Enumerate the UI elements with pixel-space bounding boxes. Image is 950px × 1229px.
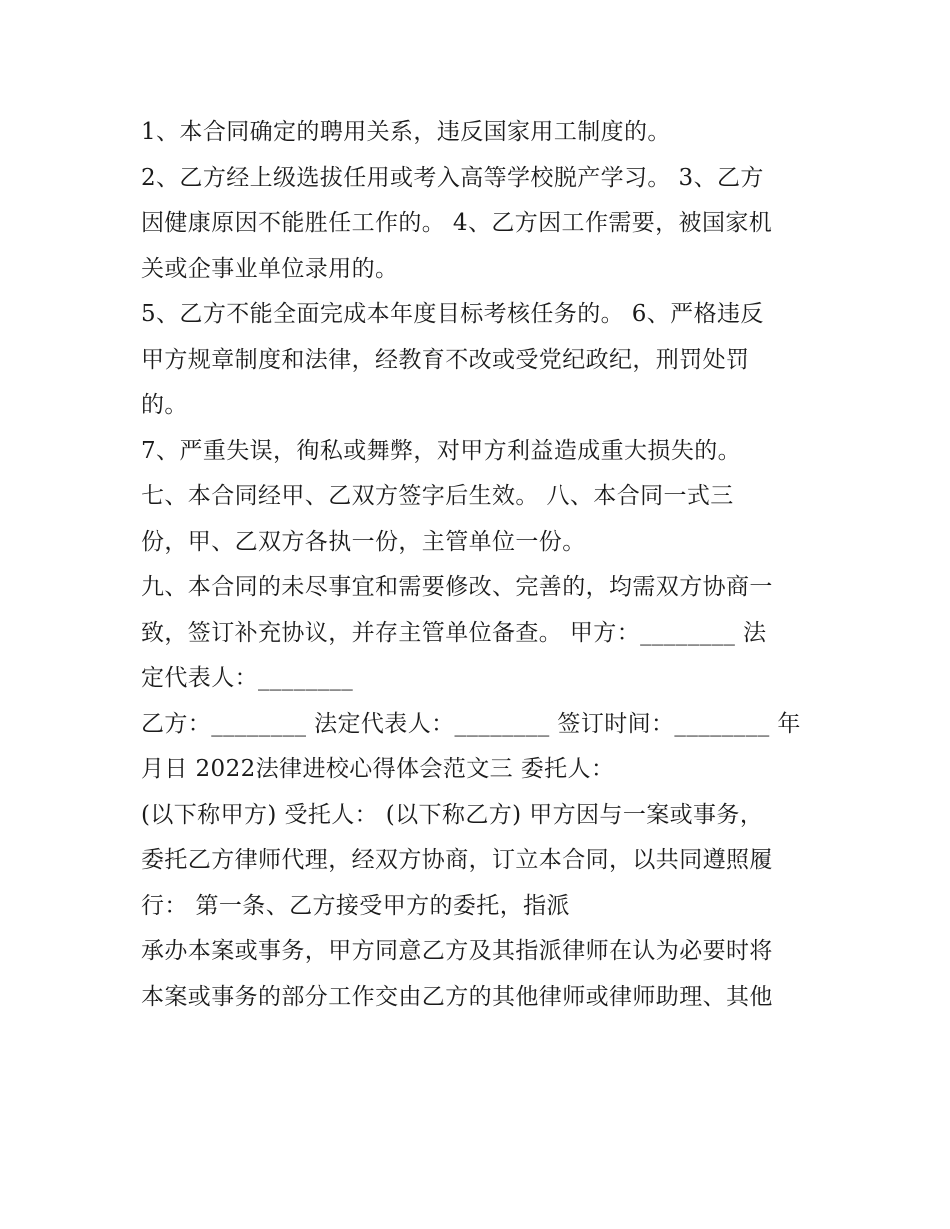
text-line: 因健康原因不能胜任工作的。 4、乙方因工作需要，被国家机 (141, 210, 773, 236)
text-line: 九、本合同的未尽事宜和需要修改、完善的，均需双方协商一 (141, 574, 773, 600)
text-line: 七、本合同经甲、乙双方签字后生效。 八、本合同一式三 (141, 483, 734, 509)
text-line: 关或企事业单位录用的。 (141, 255, 399, 282)
text-line: 的。 (141, 392, 188, 418)
text-line: 本案或事务的部分工作交由乙方的其他律师或律师助理、其他 (141, 983, 773, 1010)
text-line: 行： 第一条、乙方接受甲方的委托，指派 (141, 892, 570, 919)
text-line: 份，甲、乙双方各执一份，主管单位一份。 (141, 528, 586, 555)
text-line: 致，签订补充协议，并存主管单位备查。 甲方：________ 法 (141, 619, 767, 646)
text-line: 2、乙方经上级选拔任用或考入高等学校脱产学习。 3、乙方 (141, 164, 764, 191)
text-line: 甲方规章制度和法律，经教育不改或受党纪政纪，刑罚处罚 (141, 346, 750, 373)
text-line: 5、乙方不能全面完成本年度目标考核任务的。 6、严格违反 (141, 301, 764, 327)
text-line: 承办本案或事务，甲方同意乙方及其指派律师在认为必要时将 (141, 938, 773, 964)
document-body (141, 110, 821, 1020)
text-line: 月日 2022法律进校心得体会范文三 委托人： (141, 756, 615, 782)
text-line: 7、严重失误，徇私或舞弊，对甲方利益造成重大损失的。 (141, 437, 742, 464)
text-line: 乙方：________ 法定代表人：________ 签订时间：________ 年 (141, 710, 801, 737)
text-line: 定代表人：________ (141, 665, 354, 691)
text-line: 委托乙方律师代理，经双方协商，订立本合同，以共同遵照履 (141, 847, 773, 873)
text-line: 1、本合同确定的聘用关系，违反国家用工制度的。 (141, 119, 671, 145)
text-line: (以下称甲方) 受托人： (以下称乙方) 甲方因与一案或事务， (141, 801, 764, 828)
